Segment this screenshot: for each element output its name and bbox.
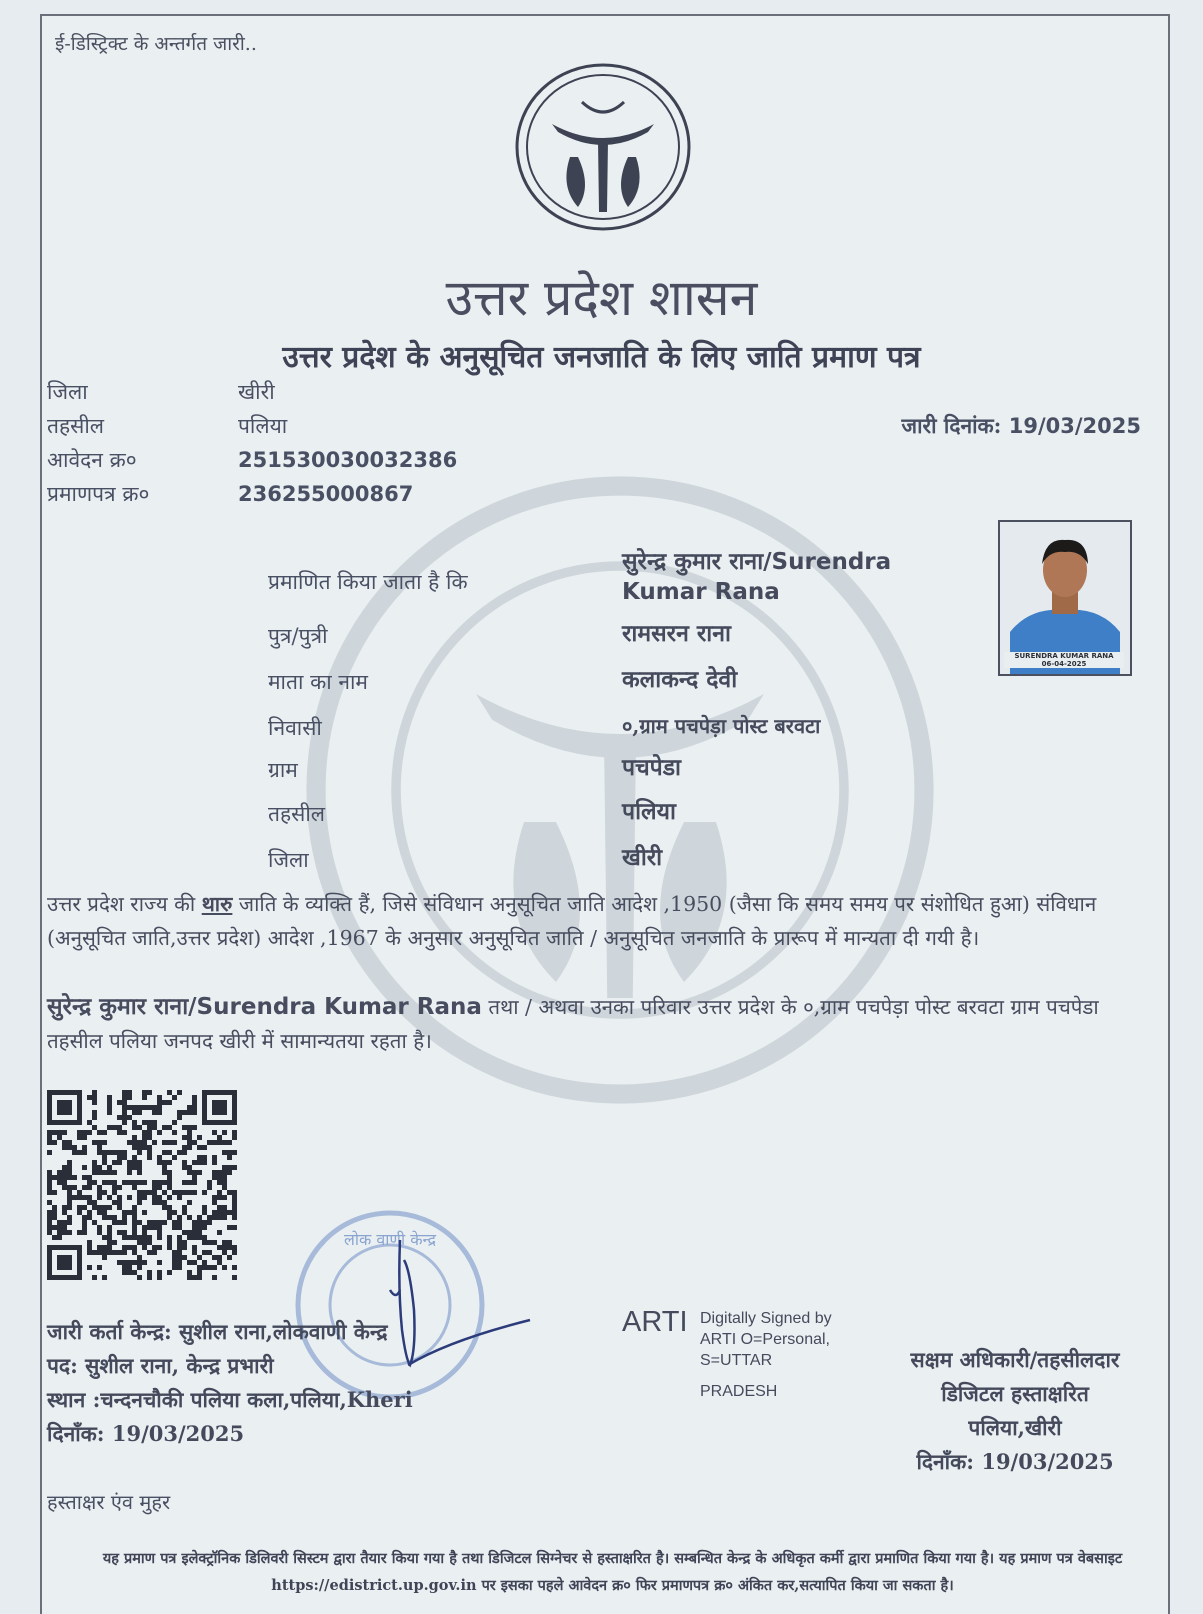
photo-caption — [1004, 652, 1124, 668]
arti-logo: ARTI — [622, 1306, 688, 1338]
village-label: ग्राम — [268, 758, 298, 782]
authority-date — [870, 1448, 1160, 1476]
father-name: रामसरन राना — [622, 620, 731, 647]
certificate-title: उत्तर प्रदेश के अनुसूचित जनजाति के लिए जाति प्रमाण पत्र — [282, 340, 921, 375]
tehsil-label: तहसील — [47, 414, 104, 438]
up-government-emblem-icon — [512, 62, 694, 232]
caste-paragraph — [47, 887, 1152, 955]
residence-text: तथा / अथवा उनका परिवार उत्तर प्रदेश के ०,ग्राम पचपेड़ा पोस्ट बरवटा ग्राम पचपेडा तहसील पलिया जनपद खीरी में सामान्यतया रहता है। — [47, 995, 1099, 1053]
qr-code-icon — [47, 1090, 237, 1280]
photo-caption-name: SURENDRA KUMAR RANA — [1014, 652, 1114, 660]
application-label: आवेदन क्र० — [47, 448, 137, 472]
authority-date-value: 19/03/2025 — [981, 1449, 1114, 1474]
digital-signature-state: PRADESH — [700, 1383, 778, 1400]
authority-digital-sign: डिजिटल हस्ताक्षरित — [941, 1381, 1089, 1406]
handwritten-signature — [370, 1230, 540, 1380]
village-value: पचपेडा — [622, 754, 681, 781]
issue-date — [902, 412, 1141, 440]
mother-name: कलाकन्द देवी — [622, 666, 738, 693]
detail-district-label: जिला — [268, 848, 309, 872]
authority-title: सक्षम अधिकारी/तहसीलदार — [910, 1347, 1120, 1372]
caste-name: थारु — [201, 892, 233, 916]
issuer-post: पद: सुशील राना, केन्द्र प्रभारी — [47, 1353, 274, 1378]
residence-paragraph — [47, 990, 1152, 1058]
issuing-center: जारी कर्ता केन्द्र: सुशील राना,लोकवाणी केन्द्र — [47, 1319, 388, 1344]
applicant-photo — [998, 520, 1132, 676]
residence-applicant-name: सुरेन्द्र कुमार राना/Surendra Kumar Rana — [47, 994, 482, 1020]
certified-label: प्रमाणित किया जाता है कि — [268, 570, 468, 594]
authority-place: पलिया,खीरी — [968, 1415, 1062, 1440]
paragraph-text-end: जाति के व्यक्ति हैं, जिसे संविधान अनुसूचित जाति आदेश ,1950 (जैसा कि समय समय पर संशोधित हुआ) संविधान (अनुसूचित जाति,उत्तर प्रदेश) आदेश ,1967 के अनुसार अनुसूचित जाति / अनुसूचित जनजाति के प्रारूप में मान्यता दी गयी है। — [47, 892, 1097, 950]
paragraph-text-start: उत्तर प्रदेश राज्य की — [47, 892, 202, 916]
detail-tehsil-value: पलिया — [622, 798, 676, 825]
detail-tehsil-label: तहसील — [268, 802, 325, 826]
issuer-date-value: 19/03/2025 — [111, 1421, 245, 1446]
resident-value: ०,ग्राम पचपेड़ा पोस्ट बरवटा — [622, 714, 821, 738]
top-note: ई-डिस्ट्रिक्ट के अन्तर्गत जारी.. — [55, 33, 257, 55]
issuer-place: स्थान :चन्दनचौकी पलिया कला,पलिया,Kheri — [47, 1387, 413, 1412]
tehsil-value: पलिया — [238, 414, 288, 438]
authority-date-label: दिनाँक: — [916, 1449, 975, 1474]
government-title: उत्तर प्रदेश शासन — [445, 269, 758, 327]
resident-label: निवासी — [268, 716, 322, 740]
issuer-date — [47, 1420, 244, 1448]
district-value: खीरी — [238, 380, 275, 404]
footer-note: यह प्रमाण पत्र इलेक्ट्रॉनिक डिलिवरी सिस्टम द्वारा तैयार किया गया है तथा डिजिटल सिग्नेचर से हस्ताक्षरित है। सम्बन्धित केन्द्र के अधिकृत कर्मी द्वारा प्रमाणित किया गया है। यह प्रमाण पत्र वेबसाइट https://edistrict.up.gov.in पर इसका पहले आवेदन क्र० फिर प्रमाणपत्र क्र० अंकित कर,सत्यापित किया जा सकता है। — [102, 1550, 1123, 1594]
detail-district-value: खीरी — [622, 844, 663, 871]
signature-seal-label: हस्ताक्षर एंव मुहर — [47, 1490, 171, 1514]
issue-date-value: 19/03/2025 — [1008, 414, 1141, 438]
application-number: 251530030032386 — [238, 448, 458, 472]
applicant-name: सुरेन्द्र कुमार राना/Surendra Kumar Rana — [622, 549, 892, 605]
relation-label: पुत्र/पुत्री — [268, 624, 328, 648]
district-label: जिला — [47, 380, 88, 404]
stamp-text: लोक वाणी केन्द्र — [344, 1230, 436, 1249]
certificate-number-label: प्रमाणपत्र क्र० — [47, 482, 150, 506]
certificate-number: 236255000867 — [238, 482, 414, 506]
issuer-date-label: दिनाँक: — [47, 1421, 105, 1446]
issue-date-label: जारी दिनांक: — [901, 413, 1002, 438]
photo-caption-date: 06-04-2025 — [1041, 660, 1087, 668]
mother-label: माता का नाम — [268, 670, 368, 694]
digital-signature-text: Digitally Signed by ARTI O=Personal, S=UTTAR — [700, 1310, 832, 1369]
